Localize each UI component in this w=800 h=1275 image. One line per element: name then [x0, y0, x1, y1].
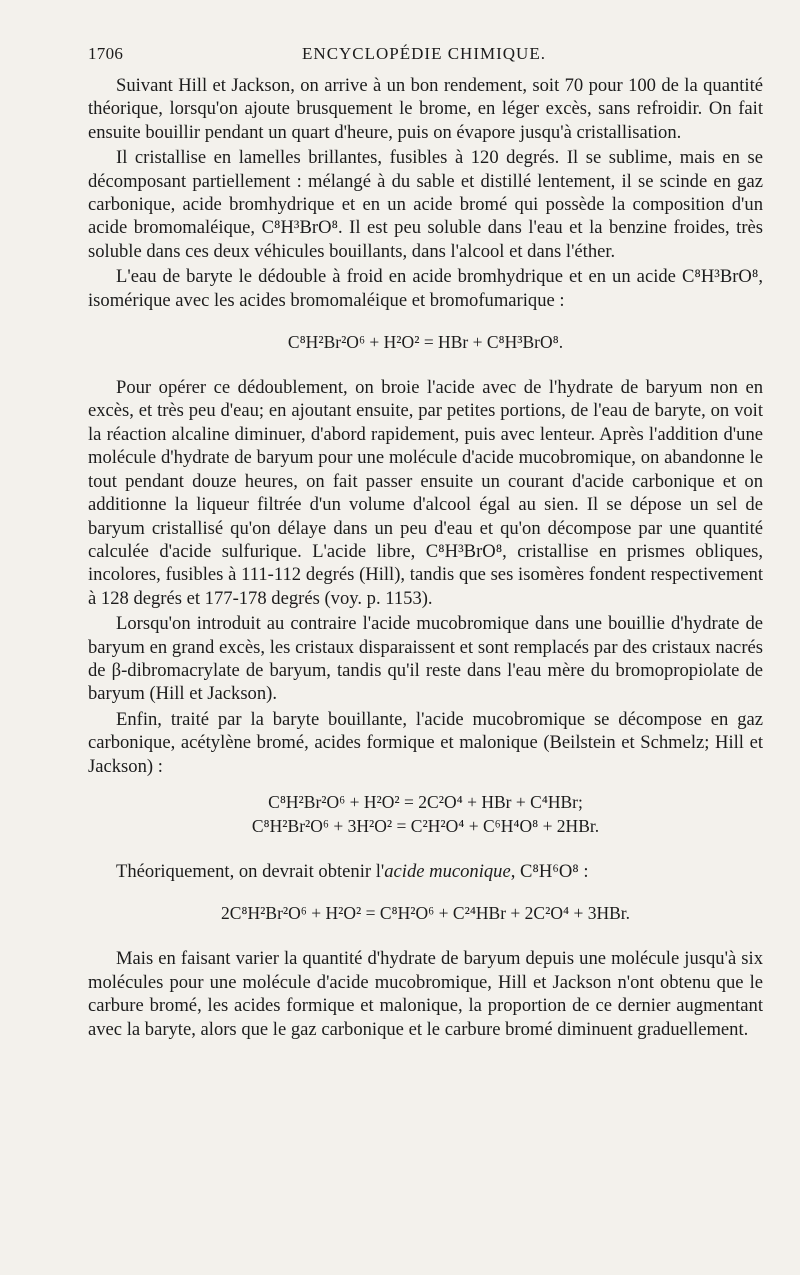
paragraph-7-lead: Théoriquement, on devrait obtenir l': [116, 860, 385, 882]
paragraph-1: Suivant Hill et Jackson, on arrive à un bon rendement, soit 70 pour 100 de la quantité théorique, lorsqu'on ajoute brusquement le brome, en léger excès, sans refroidir. On fait ensuite bouillir pendant un quart d'heure, puis on évapore jusqu'à cristallisation.: [88, 75, 763, 143]
paragraph-3: L'eau de baryte le dédouble à froid en acide bromhydrique et en un acide C⁸H³BrO⁸, isomérique avec les acides bromomaléique et bromofumarique :: [88, 266, 763, 311]
muconic-acid-term: acide muconique: [384, 860, 511, 882]
body-text: [88, 74, 763, 1041]
paragraph-8: Mais en faisant varier la quantité d'hydrate de baryum depuis une molécule jusqu'à six molécules pour une molécule d'acide mucobromique, Hill et Jackson n'ont obtenu que le carbure bromé, les acides formique et malonique, la proportion de ce dernier augmentant avec la baryte, alors que le gaz carbonique et le carbure bromé diminuent graduellement.: [88, 948, 763, 1040]
running-title: ENCYCLOPÉDIE CHIMIQUE.: [302, 44, 546, 63]
page-number: 1706: [88, 44, 124, 63]
paragraph-2: Il cristallise en lamelles brillantes, fusibles à 120 degrés. Il se sublime, mais en se décomposant partiellement : mélangé à du sable et distillé lentement, il se scinde en gaz carbonique, acide bromhydrique et en un acide bromé qui possède la composition d'un acide bromomaléique, C⁸H³BrO⁸. Il est peu soluble dans l'eau et la benzine froides, très soluble dans ces deux véhicules bouillants, dans l'alcool et dans l'éther.: [88, 147, 763, 262]
paragraph-6: Enfin, traité par la baryte bouillante, l'acide mucobromique se décompose en gaz carbonique, acétylène bromé, acides formique et malonique (Beilstein et Schmelz; Hill et Jackson) :: [88, 708, 763, 777]
equation-3: C⁸H²Br²O⁶ + 3H²O² = C²H²O⁴ + C⁶H⁴O⁸ + 2HBr.: [251, 815, 600, 836]
paragraph-4: Pour opérer ce dédoublement, on broie l'acide avec de l'hydrate de baryum non en excès, et très peu d'eau; en ajoutant ensuite, par petites portions, de l'eau de baryte, on voit la réaction alcaline diminuer, d'abord rapidement, puis avec lenteur. Après l'addition d'une molécule d'hydrate de baryum pour une molécule d'acide mucobromique, on abandonne le tout pendant douze heures, on fait passer ensuite un courant d'acide carbonique et on additionne la liqueur filtrée d'un volume d'alcool égal au sien. Il se dépose un sel de baryum cristallisé qu'on délaye dans un peu d'eau et qu'on décompose par une quantité calculée d'acide sulfurique. L'acide libre, C⁸H³BrO⁸, cristallise en prismes obliques, incolores, fusibles à 111-112 degrés (Hill), tandis que ses isomères fondent respectivement à 128 degrés et 177-178 degrés (voy. p. 1153).: [88, 377, 763, 609]
paragraph-7: [88, 860, 763, 883]
page-header: [88, 44, 760, 70]
muconic-acid-formula: , C⁸H⁶O⁸ :: [510, 860, 589, 882]
equation-4: 2C⁸H²Br²O⁶ + H²O² = C⁸H²O⁶ + C²⁴HBr + 2C²O⁴ + 3HBr.: [220, 903, 631, 924]
equation-group: [88, 790, 763, 838]
equation-1: C⁸H²Br²O⁶ + H²O² = HBr + C⁸H³BrO⁸.: [287, 332, 564, 353]
equation-2: C⁸H²Br²O⁶ + H²O² = 2C²O⁴ + HBr + C⁴HBr;: [268, 791, 583, 812]
paragraph-5: Lorsqu'on introduit au contraire l'acide mucobromique dans une bouillie d'hydrate de baryum en grand excès, les cristaux disparaissent et sont remplacés par des cristaux nacrés de β-dibromacrylate de baryum, tandis qu'il reste dans l'eau mère du bromopropiolate de baryum (Hill et Jackson).: [88, 613, 763, 705]
